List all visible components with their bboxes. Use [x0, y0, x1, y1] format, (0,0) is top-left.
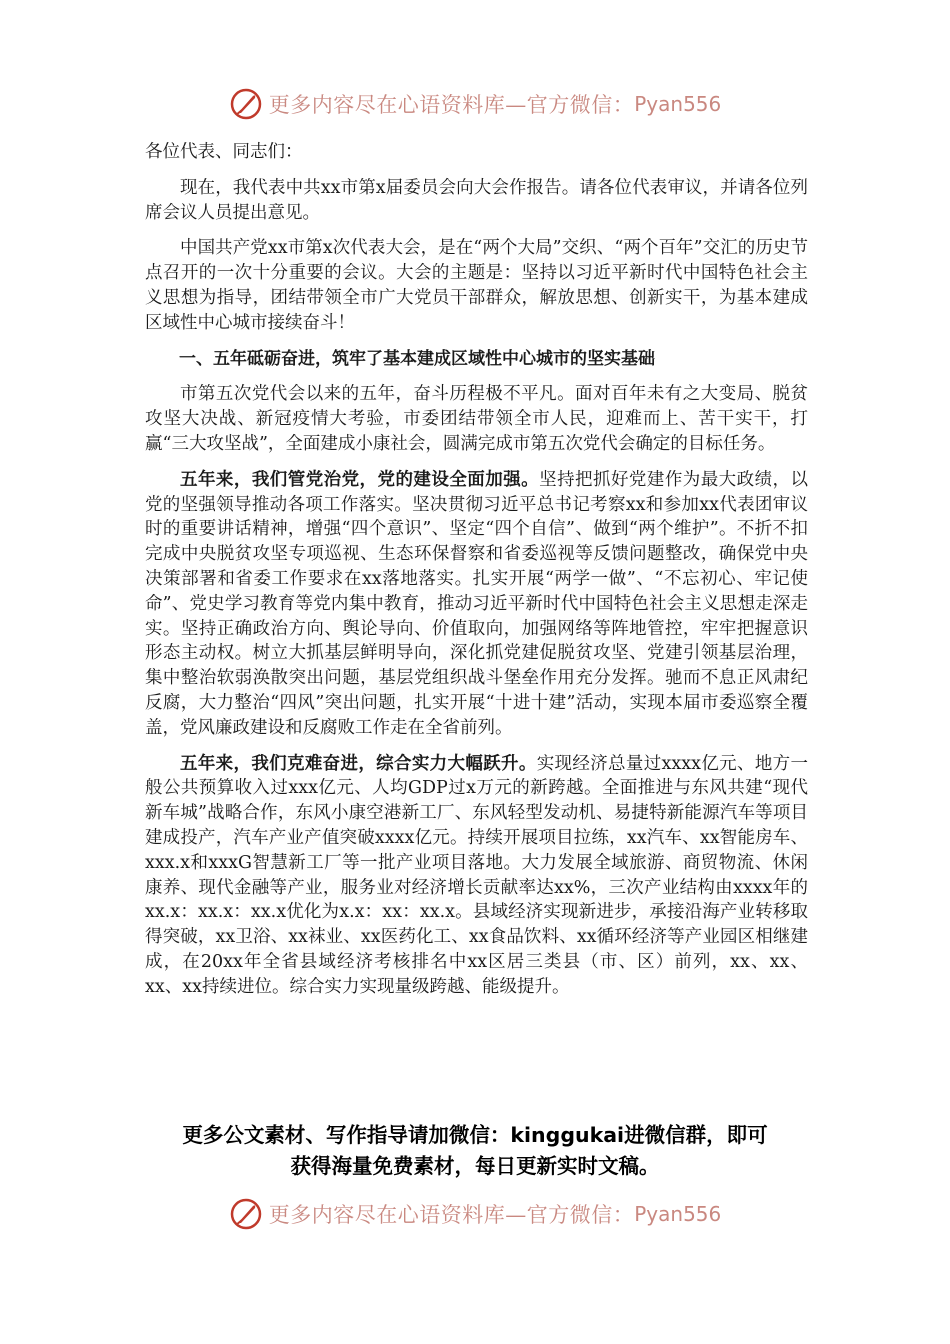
intro-paragraph: 现在，我代表中共xx市第x届委员会向大会作报告。请各位代表审议，并请各位列席会议人员提出意见。 — [145, 177, 808, 223]
header-banner — [0, 84, 950, 124]
party-building-body: 坚持把抓好党建作为最大政绩，以党的坚强领导推动各项工作落实。坚决贯彻习近平总书记考察xx和参加xx代表团审议时的重要讲话精神，增强“四个意识”、坚定“四个自信”、做到“两个维护”。不折不扣完成中央脱贫攻坚专项巡视、生态环保督察和省委巡视等反馈问题整改，确保党中央决策部署和省委工作要求在xx落地落实。扎实开展“两学一做”、“不忘初心、牢记使命”、党史学习教育等党内集中教育，推动习近平新时代中国特色社会主义思想走深走实。坚持正确政治方向、舆论导向、价值取向，加强网络等阵地管控，牢牢把握意识形态主动权。树立大抓基层鲜明导向，深化抓党建促脱贫攻坚、党建引领基层治理，集中整治软弱涣散突出问题，基层党组织战斗堡垒作用充分发挥。驰而不息正风肃纪反腐，大力整治“四风”突出问题，扎实开展“十进十建”活动，实现本届市委巡察全覆盖，党风廉政建设和反腐败工作走在全省前列。 — [145, 469, 809, 738]
economy-lead: 五年来，我们克难奋进，综合实力大幅跃升。 — [180, 753, 537, 774]
banner-wechat-id: Pyan556 — [634, 1202, 722, 1226]
salutation: 各位代表、同志们： — [145, 142, 303, 162]
document-body — [145, 140, 808, 1011]
promo-line-2: 获得海量免费素材，每日更新实时文稿。 — [290, 1154, 660, 1178]
banner-text: 更多内容尽在心语资料库—官方微信： — [268, 1203, 635, 1227]
economy-paragraph — [145, 752, 808, 1000]
party-building-lead: 五年来，我们管党治党，党的建设全面加强。 — [180, 469, 540, 490]
banner-text: 更多内容尽在心语资料库—官方微信： — [268, 93, 635, 117]
banner-wechat-id: Pyan556 — [634, 92, 722, 116]
party-building-paragraph — [145, 468, 808, 741]
promo-notice — [110, 1120, 840, 1182]
quill-logo-icon — [229, 1197, 263, 1231]
section-intro-paragraph: 市第五次党代会以来的五年，奋斗历程极不平凡。面对百年未有之大变局、脱贫攻坚大决战、新冠疫情大考验，市委团结带领全市人民，迎难而上、苦干实干，打赢“三大攻坚战”，全面建成小康社会，圆满完成市第五次党代会确定的目标任务。 — [145, 384, 808, 454]
promo-line-1: 更多公文素材、写作指导请加微信：kinggukai进微信群，即可 — [182, 1123, 768, 1147]
footer-banner — [0, 1194, 950, 1234]
theme-paragraph: 中国共产党xx市第x次代表大会，是在“两个大局”交织、“两个百年”交汇的历史节点召开的一次十分重要的会议。大会的主题是：坚持以习近平新时代中国特色社会主义思想为指导，团结带领全市广大党员干部群众，解放思想、创新实干，为基本建成区域性中心城市接续奋斗！ — [145, 238, 808, 333]
section-heading: 一、五年砥砺奋进，筑牢了基本建成区域性中心城市的坚实基础 — [179, 348, 655, 369]
quill-logo-icon — [229, 87, 263, 121]
economy-body: 实现经济总量过xxxx亿元、地方一般公共预算收入过xxx亿元、人均GDP过x万元的新跨越。全面推进与东风共建“现代新车城”战略合作，东风小康空港新工厂、东风轻型发动机、易捷特新能源汽车等项目建成投产，汽车产业产值突破xxxx亿元。持续开展项目拉练，xx汽车、xx智能房车、xxx.x和xxxG智慧新工厂等一批产业项目落地。大力发展全域旅游、商贸物流、休闲康养、现代金融等产业，服务业对经济增长贡献率达xx%，三次产业结构由xxxx年的xx.x：xx.x：xx.x优化为x.x：xx：xx.x。县域经济实现新进步，承接沿海产业转移取得突破，xx卫浴、xx袜业、xx医药化工、xx食品饮料、xx循环经济等产业园区相继建成，在20xx年全省县域经济考核排名中xx区居三类县（市、区）前列，xx、xx、xx、xx持续进位。综合实力实现量级跨越、能级提升。 — [145, 753, 809, 997]
